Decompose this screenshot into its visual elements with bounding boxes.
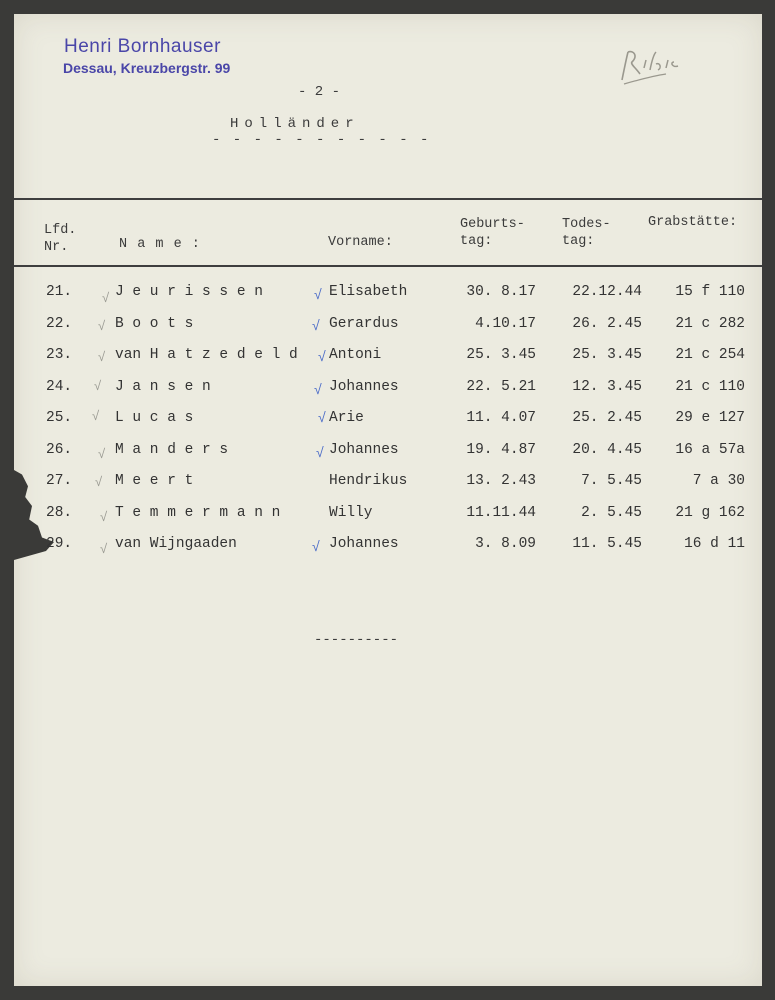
row-name: van H a t z e d e l d: [115, 347, 298, 363]
pencil-annotation: [618, 44, 688, 86]
row-vorname: Johannes: [329, 536, 399, 552]
row-number: 28.: [46, 505, 73, 521]
row-number: 26.: [46, 442, 73, 458]
header-vorname: Vorname:: [328, 235, 393, 250]
row-todestag: 25. 3.45: [572, 347, 642, 363]
row-todestag: 11. 5.45: [572, 536, 642, 552]
blue-check-icon: √: [314, 381, 322, 397]
row-grabstaette: 16 a 57a: [675, 442, 745, 458]
table-row: [0, 536, 775, 564]
row-name: T e m m e r m a n n: [115, 505, 281, 521]
header-lfd-nr: Lfd. Nr.: [44, 223, 77, 255]
letterhead-address: Dessau, Kreuzbergstr. 99: [63, 60, 231, 76]
row-vorname: Gerardus: [329, 316, 399, 332]
header-name: N a m e :: [119, 237, 201, 252]
row-geburtstag: 11.11.44: [466, 505, 536, 521]
blue-check-icon: √: [314, 286, 322, 302]
row-name: M e e r t: [115, 473, 194, 489]
row-number: 27.: [46, 473, 73, 489]
blue-check-icon: √: [316, 444, 324, 460]
row-grabstaette: 21 c 282: [675, 316, 745, 332]
row-number: 29.: [46, 536, 73, 552]
row-todestag: 22.12.44: [572, 284, 642, 300]
blue-check-icon: √: [312, 538, 320, 554]
pencil-check-icon: √: [92, 408, 100, 423]
row-geburtstag: 11. 4.07: [466, 410, 536, 426]
letterhead-name: Henri Bornhauser: [64, 36, 221, 57]
row-vorname: Antoni: [329, 347, 382, 363]
row-todestag: 20. 4.45: [572, 442, 642, 458]
row-todestag: 12. 3.45: [572, 379, 642, 395]
pencil-check-icon: √: [98, 446, 106, 461]
row-geburtstag: 13. 2.43: [466, 473, 536, 489]
row-number: 21.: [46, 284, 73, 300]
row-name: L u c a s: [115, 410, 194, 426]
row-geburtstag: 22. 5.21: [466, 379, 536, 395]
row-name: J a n s e n: [115, 379, 211, 395]
row-vorname: Johannes: [329, 442, 399, 458]
table-row: [0, 505, 775, 533]
pencil-check-icon: √: [98, 349, 106, 364]
row-name: J e u r i s s e n: [115, 284, 263, 300]
table-row: [0, 316, 775, 344]
blue-check-icon: √: [318, 348, 326, 364]
header-todestag: Todes- tag:: [562, 217, 611, 249]
row-geburtstag: 19. 4.87: [466, 442, 536, 458]
row-grabstaette: 21 c 110: [675, 379, 745, 395]
table-row: [0, 473, 775, 501]
pencil-check-icon: √: [100, 509, 108, 524]
blue-check-icon: √: [312, 317, 320, 333]
row-number: 24.: [46, 379, 73, 395]
table-top-rule: [14, 198, 762, 200]
row-grabstaette: 7 a 30: [692, 473, 745, 489]
header-grabstaette: Grabstätte:: [648, 215, 738, 230]
table-row: [0, 442, 775, 470]
table-header-rule: [14, 265, 762, 267]
page-title: Holländer: [230, 116, 360, 132]
pencil-check-icon: √: [100, 541, 108, 556]
row-vorname: Elisabeth: [329, 284, 408, 300]
row-grabstaette: 29 e 127: [675, 410, 745, 426]
pencil-check-icon: √: [98, 318, 106, 333]
pencil-check-icon: √: [102, 290, 110, 305]
row-todestag: 26. 2.45: [572, 316, 642, 332]
blue-check-icon: √: [318, 409, 326, 425]
table-row: [0, 410, 775, 438]
row-number: 25.: [46, 410, 73, 426]
row-name: B o o t s: [115, 316, 194, 332]
row-todestag: 25. 2.45: [572, 410, 642, 426]
row-todestag: 7. 5.45: [581, 473, 642, 489]
row-grabstaette: 21 g 162: [675, 505, 745, 521]
page-number: - 2 -: [298, 84, 341, 100]
row-grabstaette: 15 f 110: [675, 284, 745, 300]
header-geburtstag: Geburts- tag:: [460, 217, 525, 249]
table-row: [0, 284, 775, 312]
title-underline: - - - - - - - - - - -: [212, 132, 431, 148]
row-grabstaette: 21 c 254: [675, 347, 745, 363]
row-vorname: Johannes: [329, 379, 399, 395]
row-geburtstag: 3. 8.09: [475, 536, 536, 552]
end-line: ----------: [314, 632, 399, 648]
row-geburtstag: 30. 8.17: [466, 284, 536, 300]
row-geburtstag: 4.10.17: [475, 316, 536, 332]
row-grabstaette: 16 d 11: [684, 536, 745, 552]
row-vorname: Hendrikus: [329, 473, 408, 489]
table-row: [0, 347, 775, 375]
row-number: 23.: [46, 347, 73, 363]
pencil-check-icon: √: [94, 378, 102, 393]
row-vorname: Arie: [329, 410, 364, 426]
row-name: M a n d e r s: [115, 442, 229, 458]
row-vorname: Willy: [329, 505, 373, 521]
pencil-check-icon: √: [95, 474, 103, 489]
row-todestag: 2. 5.45: [581, 505, 642, 521]
row-name: van Wijngaaden: [115, 536, 237, 552]
table-row: [0, 379, 775, 407]
row-number: 22.: [46, 316, 73, 332]
row-geburtstag: 25. 3.45: [466, 347, 536, 363]
